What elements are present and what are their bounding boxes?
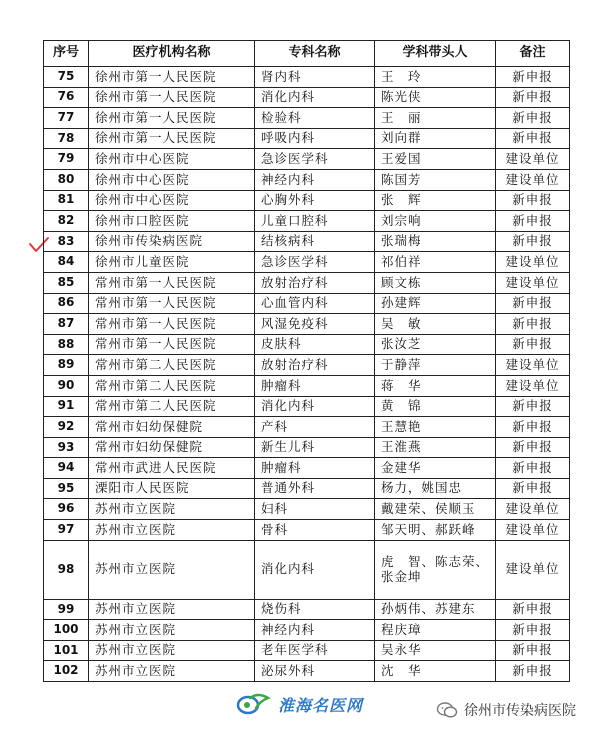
leader-names: 陈光侠 bbox=[381, 89, 422, 105]
row-note: 新申报 bbox=[496, 67, 570, 88]
huaihai-logo-icon bbox=[236, 692, 272, 716]
leader-names: 黄 锦 bbox=[381, 398, 422, 414]
row-leader bbox=[375, 355, 496, 376]
row-number: 78 bbox=[44, 128, 89, 149]
row-note: 新申报 bbox=[496, 190, 570, 211]
table-row bbox=[44, 661, 570, 682]
row-institution: 徐州市中心医院 bbox=[89, 169, 255, 190]
table-row bbox=[44, 478, 570, 499]
table-row bbox=[44, 293, 570, 314]
table-row bbox=[44, 128, 570, 149]
table-row bbox=[44, 231, 570, 252]
row-specialty: 风湿免疫科 bbox=[255, 314, 375, 335]
row-specialty: 肾内科 bbox=[255, 67, 375, 88]
row-institution: 常州市第一人民医院 bbox=[89, 314, 255, 335]
leader-names: 王 丽 bbox=[381, 109, 422, 125]
row-leader bbox=[375, 67, 496, 88]
leader-names: 王慧艳 bbox=[381, 418, 422, 434]
row-number: 88 bbox=[44, 334, 89, 355]
row-institution: 常州市妇幼保健院 bbox=[89, 437, 255, 458]
table-row bbox=[44, 169, 570, 190]
row-specialty: 急诊医学科 bbox=[255, 252, 375, 273]
row-note: 新申报 bbox=[496, 396, 570, 417]
leader-names: 金建华 bbox=[381, 459, 422, 475]
row-institution: 徐州市传染病医院 bbox=[89, 231, 255, 252]
leader-names: 陈国芳 bbox=[381, 171, 422, 187]
table-row bbox=[44, 272, 570, 293]
row-specialty: 烧伤科 bbox=[255, 599, 375, 620]
row-leader bbox=[375, 87, 496, 108]
row-note: 建设单位 bbox=[496, 169, 570, 190]
row-note: 建设单位 bbox=[496, 252, 570, 273]
table-row bbox=[44, 640, 570, 661]
row-institution: 徐州市中心医院 bbox=[89, 190, 255, 211]
table-row bbox=[44, 190, 570, 211]
row-leader bbox=[375, 620, 496, 641]
row-note: 新申报 bbox=[496, 599, 570, 620]
leader-names: 邹天明、郝跃峰 bbox=[381, 521, 476, 537]
row-institution: 苏州市立医院 bbox=[89, 620, 255, 641]
leader-names: 孙建辉 bbox=[381, 295, 422, 311]
row-note: 新申报 bbox=[496, 231, 570, 252]
row-leader bbox=[375, 661, 496, 682]
row-institution: 徐州市第一人民医院 bbox=[89, 67, 255, 88]
row-specialty: 骨科 bbox=[255, 520, 375, 541]
row-institution: 徐州市儿童医院 bbox=[89, 252, 255, 273]
table-row bbox=[44, 375, 570, 396]
row-note: 新申报 bbox=[496, 334, 570, 355]
row-note: 新申报 bbox=[496, 417, 570, 438]
row-number: 75 bbox=[44, 67, 89, 88]
row-number: 102 bbox=[44, 661, 89, 682]
row-specialty: 普通外科 bbox=[255, 478, 375, 499]
row-leader bbox=[375, 190, 496, 211]
row-note: 新申报 bbox=[496, 314, 570, 335]
row-number: 80 bbox=[44, 169, 89, 190]
leader-names: 王淮燕 bbox=[381, 439, 422, 455]
leader-names: 刘宗响 bbox=[381, 212, 422, 228]
row-number: 95 bbox=[44, 478, 89, 499]
row-leader bbox=[375, 396, 496, 417]
table-row bbox=[44, 458, 570, 479]
row-note: 建设单位 bbox=[496, 540, 570, 599]
leader-names: 吴永华 bbox=[381, 642, 422, 658]
row-number: 76 bbox=[44, 87, 89, 108]
leader-names: 孙炳伟、苏建东 bbox=[381, 601, 476, 617]
row-number: 83 bbox=[44, 231, 89, 252]
leader-names: 于静萍 bbox=[381, 356, 422, 372]
row-note: 新申报 bbox=[496, 293, 570, 314]
row-note: 新申报 bbox=[496, 661, 570, 682]
leader-names: 虎 智、陈志荣、 张金坤 bbox=[381, 554, 490, 584]
row-specialty: 消化内科 bbox=[255, 396, 375, 417]
header-specialty: 专科名称 bbox=[255, 41, 375, 67]
row-specialty: 结核病科 bbox=[255, 231, 375, 252]
row-note: 新申报 bbox=[496, 458, 570, 479]
table-header-row bbox=[44, 41, 570, 67]
row-leader bbox=[375, 640, 496, 661]
row-specialty: 妇科 bbox=[255, 499, 375, 520]
leader-names: 刘向群 bbox=[381, 130, 422, 146]
row-institution: 常州市妇幼保健院 bbox=[89, 417, 255, 438]
row-leader bbox=[375, 458, 496, 479]
row-number: 98 bbox=[44, 540, 89, 599]
row-leader bbox=[375, 314, 496, 335]
row-note: 建设单位 bbox=[496, 499, 570, 520]
row-leader bbox=[375, 599, 496, 620]
row-note: 新申报 bbox=[496, 108, 570, 129]
row-institution: 苏州市立医院 bbox=[89, 599, 255, 620]
row-note: 新申报 bbox=[496, 620, 570, 641]
row-institution: 徐州市第一人民医院 bbox=[89, 108, 255, 129]
row-leader bbox=[375, 231, 496, 252]
row-specialty: 儿童口腔科 bbox=[255, 211, 375, 232]
leader-names: 戴建荣、侯顺玉 bbox=[381, 501, 476, 517]
table-row bbox=[44, 520, 570, 541]
row-number: 97 bbox=[44, 520, 89, 541]
row-number: 91 bbox=[44, 396, 89, 417]
row-institution: 徐州市中心医院 bbox=[89, 149, 255, 170]
row-leader bbox=[375, 375, 496, 396]
row-number: 94 bbox=[44, 458, 89, 479]
table-row bbox=[44, 540, 570, 599]
row-specialty: 老年医学科 bbox=[255, 640, 375, 661]
account-name: 徐州市传染病医院 bbox=[464, 703, 576, 719]
table-row bbox=[44, 599, 570, 620]
leader-names: 沈 华 bbox=[381, 663, 422, 679]
row-leader bbox=[375, 437, 496, 458]
table-row bbox=[44, 67, 570, 88]
row-note: 建设单位 bbox=[496, 272, 570, 293]
row-note: 新申报 bbox=[496, 640, 570, 661]
table-row bbox=[44, 620, 570, 641]
row-leader bbox=[375, 520, 496, 541]
row-note: 新申报 bbox=[496, 128, 570, 149]
row-leader bbox=[375, 252, 496, 273]
row-specialty: 新生儿科 bbox=[255, 437, 375, 458]
row-number: 100 bbox=[44, 620, 89, 641]
row-specialty: 肿瘤科 bbox=[255, 375, 375, 396]
leader-names: 吴 敏 bbox=[381, 315, 422, 331]
table-row bbox=[44, 437, 570, 458]
row-number: 79 bbox=[44, 149, 89, 170]
row-institution: 常州市第一人民医院 bbox=[89, 334, 255, 355]
row-specialty: 心血管内科 bbox=[255, 293, 375, 314]
row-number: 85 bbox=[44, 272, 89, 293]
row-leader bbox=[375, 540, 496, 599]
table-row bbox=[44, 334, 570, 355]
table-row bbox=[44, 252, 570, 273]
table-row bbox=[44, 499, 570, 520]
row-specialty: 消化内科 bbox=[255, 87, 375, 108]
row-leader bbox=[375, 128, 496, 149]
row-institution: 常州市第一人民医院 bbox=[89, 272, 255, 293]
row-number: 86 bbox=[44, 293, 89, 314]
row-number: 87 bbox=[44, 314, 89, 335]
row-leader bbox=[375, 417, 496, 438]
row-number: 96 bbox=[44, 499, 89, 520]
row-institution: 常州市第二人民医院 bbox=[89, 396, 255, 417]
leader-names: 王爱国 bbox=[381, 150, 422, 166]
row-number: 77 bbox=[44, 108, 89, 129]
row-institution: 苏州市立医院 bbox=[89, 520, 255, 541]
row-note: 新申报 bbox=[496, 437, 570, 458]
row-specialty: 消化内科 bbox=[255, 540, 375, 599]
row-note: 建设单位 bbox=[496, 520, 570, 541]
footer-account bbox=[436, 700, 576, 720]
row-number: 93 bbox=[44, 437, 89, 458]
row-institution: 常州市第一人民医院 bbox=[89, 293, 255, 314]
table-body bbox=[44, 67, 570, 682]
leader-names: 程庆璋 bbox=[381, 621, 422, 637]
row-leader bbox=[375, 334, 496, 355]
row-institution: 苏州市立医院 bbox=[89, 661, 255, 682]
row-leader bbox=[375, 108, 496, 129]
header-note: 备注 bbox=[496, 41, 570, 67]
leader-names: 祁伯祥 bbox=[381, 253, 422, 269]
row-leader bbox=[375, 211, 496, 232]
table-row bbox=[44, 396, 570, 417]
row-specialty: 神经内科 bbox=[255, 620, 375, 641]
table-row bbox=[44, 149, 570, 170]
row-leader bbox=[375, 272, 496, 293]
table-row bbox=[44, 314, 570, 335]
row-number: 90 bbox=[44, 375, 89, 396]
row-leader bbox=[375, 149, 496, 170]
row-specialty: 放射治疗科 bbox=[255, 355, 375, 376]
header-number: 序号 bbox=[44, 41, 89, 67]
row-specialty: 泌尿外科 bbox=[255, 661, 375, 682]
row-institution: 常州市武进人民医院 bbox=[89, 458, 255, 479]
row-leader bbox=[375, 169, 496, 190]
row-specialty: 放射治疗科 bbox=[255, 272, 375, 293]
row-specialty: 皮肤科 bbox=[255, 334, 375, 355]
row-specialty: 急诊医学科 bbox=[255, 149, 375, 170]
row-institution: 常州市第二人民医院 bbox=[89, 375, 255, 396]
row-institution: 苏州市立医院 bbox=[89, 640, 255, 661]
row-number: 89 bbox=[44, 355, 89, 376]
specialty-table bbox=[43, 40, 570, 682]
row-note: 新申报 bbox=[496, 87, 570, 108]
row-note: 新申报 bbox=[496, 211, 570, 232]
row-note: 建设单位 bbox=[496, 355, 570, 376]
row-specialty: 肿瘤科 bbox=[255, 458, 375, 479]
leader-names: 蒋 华 bbox=[381, 377, 422, 393]
leader-names: 张 辉 bbox=[381, 192, 422, 208]
footer-logo bbox=[236, 692, 363, 716]
row-number: 84 bbox=[44, 252, 89, 273]
row-specialty: 心胸外科 bbox=[255, 190, 375, 211]
row-specialty: 呼吸内科 bbox=[255, 128, 375, 149]
row-institution: 徐州市第一人民医院 bbox=[89, 128, 255, 149]
row-note: 建设单位 bbox=[496, 375, 570, 396]
leader-names: 王 玲 bbox=[381, 68, 422, 84]
row-institution: 苏州市立医院 bbox=[89, 540, 255, 599]
table-row bbox=[44, 417, 570, 438]
row-leader bbox=[375, 499, 496, 520]
row-institution: 常州市第二人民医院 bbox=[89, 355, 255, 376]
header-leader: 学科带头人 bbox=[375, 41, 496, 67]
row-note: 新申报 bbox=[496, 478, 570, 499]
row-number: 81 bbox=[44, 190, 89, 211]
row-institution: 徐州市口腔医院 bbox=[89, 211, 255, 232]
row-institution: 徐州市第一人民医院 bbox=[89, 87, 255, 108]
row-institution: 溧阳市人民医院 bbox=[89, 478, 255, 499]
table-row bbox=[44, 108, 570, 129]
row-institution: 苏州市立医院 bbox=[89, 499, 255, 520]
row-leader bbox=[375, 293, 496, 314]
header-institution: 医疗机构名称 bbox=[89, 41, 255, 67]
row-number: 101 bbox=[44, 640, 89, 661]
logo-text: 淮海名医网 bbox=[278, 695, 364, 715]
leader-names: 杨力，姚国忠 bbox=[381, 480, 463, 496]
leader-names: 张汝芝 bbox=[381, 336, 422, 352]
row-specialty: 检验科 bbox=[255, 108, 375, 129]
row-number: 82 bbox=[44, 211, 89, 232]
row-number: 99 bbox=[44, 599, 89, 620]
row-number: 92 bbox=[44, 417, 89, 438]
row-leader bbox=[375, 478, 496, 499]
leader-names: 顾文栋 bbox=[381, 274, 422, 290]
row-specialty: 产科 bbox=[255, 417, 375, 438]
row-specialty: 神经内科 bbox=[255, 169, 375, 190]
table-row bbox=[44, 355, 570, 376]
leader-names: 张瑞梅 bbox=[381, 233, 422, 249]
wechat-icon bbox=[436, 701, 458, 719]
table-row bbox=[44, 87, 570, 108]
table-row bbox=[44, 211, 570, 232]
row-note: 建设单位 bbox=[496, 149, 570, 170]
